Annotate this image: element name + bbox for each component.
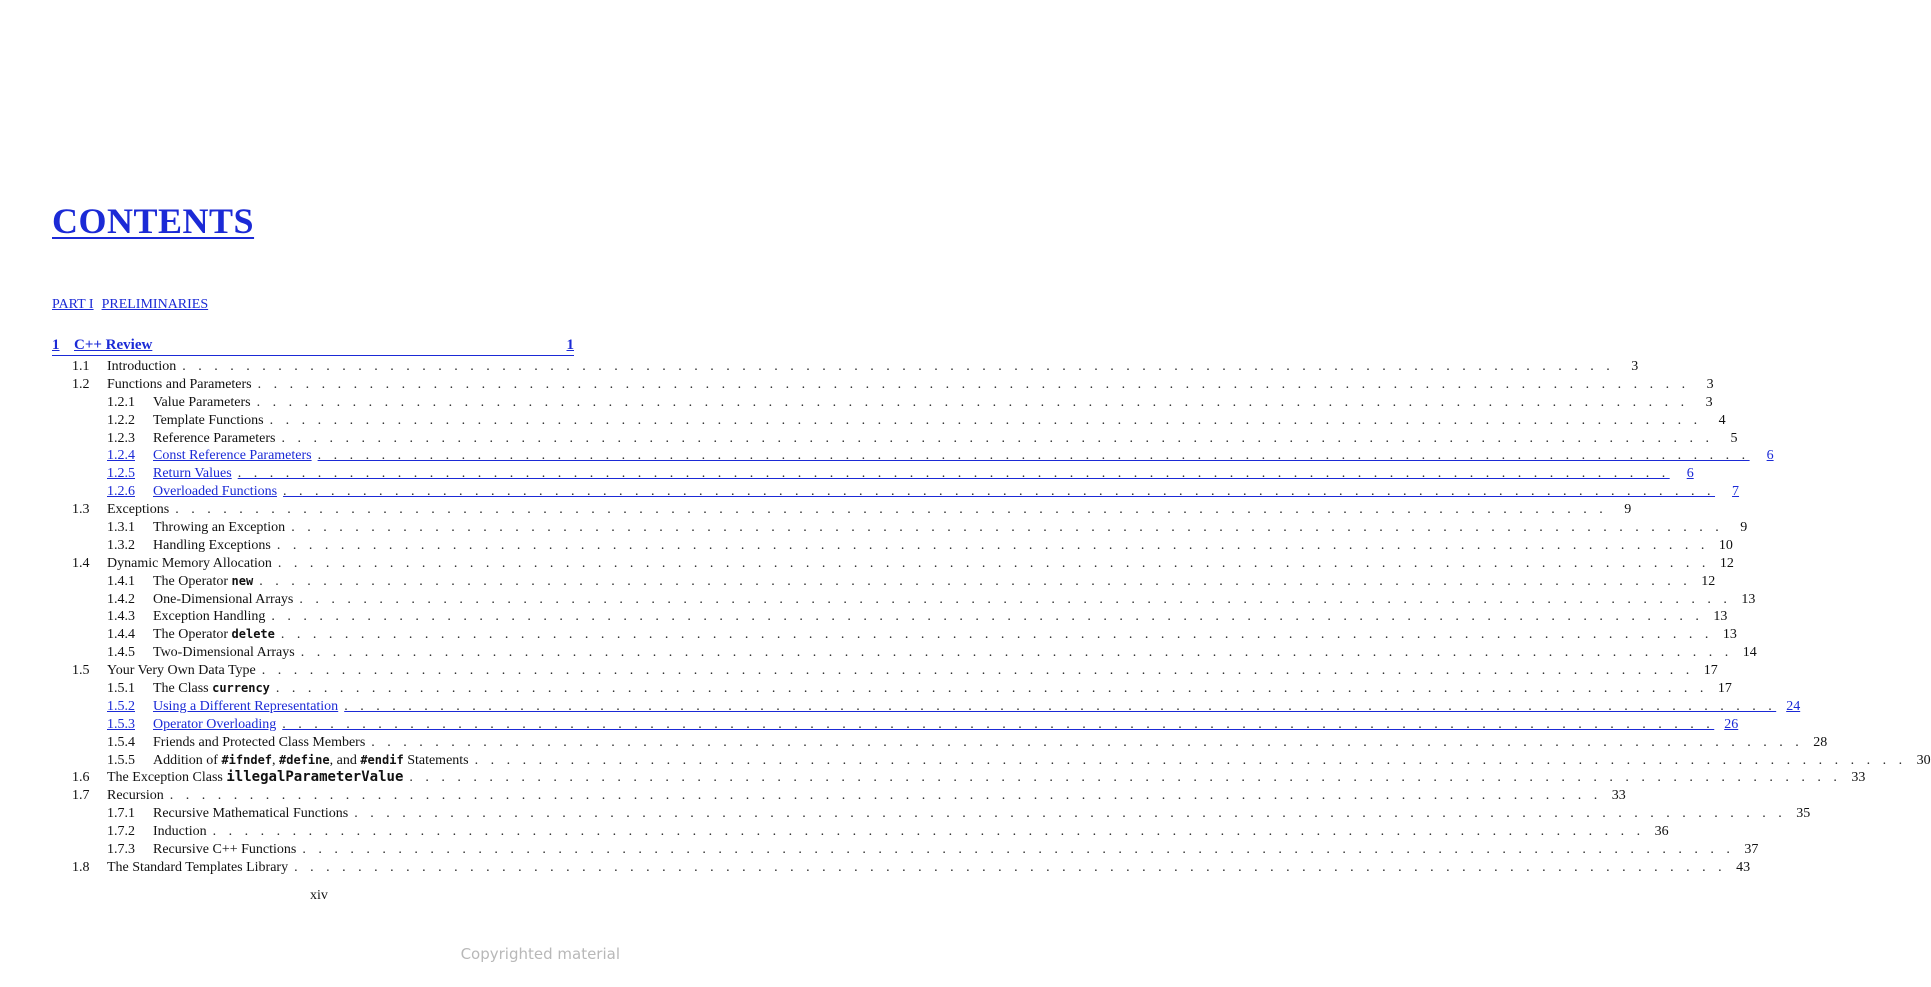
toc-entry-number: 1.2.3 — [107, 430, 135, 446]
toc-entry-text: One-Dimensional Arrays — [153, 591, 294, 607]
toc-entry-page: 5 — [1730, 430, 1738, 446]
toc-entry-page: 12 — [1719, 555, 1734, 571]
toc-entry-page: 13 — [1741, 591, 1756, 607]
dot-leader: . . . . . . . . . . . . . . . . . . . . . . . . . . . . . . . . . . . . . . . . . . . . . . . . . . . . . . . . . . . . . . . . . . . . . . . . . . . . . . . . . . . . . . . . . . — [317, 448, 1750, 464]
toc-entry-title — [153, 716, 276, 734]
toc-entry-page: 33 — [1851, 770, 1866, 786]
toc-entry-1-3 — [52, 501, 1632, 519]
toc-entry-text: Recursion — [107, 788, 164, 804]
dot-leader: . . . . . . . . . . . . . . . . . . . . . . . . . . . . . . . . . . . . . . . . . . . . . . . . . . . . . . . . . . . . . . . . . . . . . . . . . . . . . . . . . . . . . . . . . . — [256, 394, 1689, 410]
toc-entry-code: #ifndef — [221, 752, 273, 767]
toc-entry-code: currency — [212, 681, 270, 696]
toc-entry-number: 1.4.2 — [107, 591, 135, 607]
toc-entry-number: 1.2.1 — [107, 394, 135, 410]
part-number: PART I — [52, 297, 94, 312]
toc-entry-title — [153, 841, 296, 859]
toc-entry-title — [107, 662, 256, 680]
toc-entry-text: Recursive C++ Functions — [153, 842, 297, 858]
toc-entry-title — [153, 519, 285, 537]
toc-entry-text: The Exception Class — [107, 770, 227, 786]
toc-entry-number: 1.6 — [72, 770, 90, 786]
toc-entry-title — [153, 430, 275, 448]
toc-entry-page: 12 — [1701, 573, 1716, 589]
page-number: xiv — [310, 888, 328, 903]
toc-entry-text: Recursive Mathematical Functions — [153, 806, 349, 822]
toc-entry-text: Induction — [153, 824, 207, 840]
toc-entry-1-2-1 — [52, 394, 1713, 412]
toc-entry-text: Friends and Protected Class Members — [153, 734, 366, 750]
toc-entry-title — [153, 680, 270, 698]
toc-entry-number: 1.7.1 — [107, 806, 135, 822]
dot-leader: . . . . . . . . . . . . . . . . . . . . . . . . . . . . . . . . . . . . . . . . . . . . . . . . . . . . . . . . . . . . . . . . . . . . . . . . . . . . . . . . . . . . . . . . . . — [302, 842, 1735, 858]
toc-entry-title — [107, 555, 272, 573]
toc-entry-number: 1.4 — [72, 555, 90, 571]
dot-leader: . . . . . . . . . . . . . . . . . . . . . . . . . . . . . . . . . . . . . . . . . . . . . . . . . . . . . . . . . . . . . . . . . . . . . . . . . . . . . . . . . . . . . . . . . . — [212, 824, 1645, 840]
toc-entry-code: #endif — [360, 752, 404, 767]
toc-entry-number: 1.4.3 — [107, 609, 135, 625]
toc-entry-1-2 — [52, 376, 1714, 394]
toc-entry-page: 10 — [1718, 537, 1733, 553]
toc-entry-number: 1.7.2 — [107, 824, 135, 840]
toc-entry-number: 1.4.1 — [107, 573, 135, 589]
dot-leader: . . . . . . . . . . . . . . . . . . . . . . . . . . . . . . . . . . . . . . . . . . . . . . . . . . . . . . . . . . . . . . . . . . . . . . . . . . . . . . . . . . . . . . . . . . — [409, 770, 1842, 786]
toc-entry-number: 1.5.5 — [107, 752, 135, 768]
toc-entry-number: 1.3.1 — [107, 520, 135, 536]
toc-entry-1-4 — [52, 555, 1734, 573]
toc-entry-title — [153, 734, 365, 752]
toc-entry-number: 1.5.3 — [107, 716, 135, 732]
dot-leader: . . . . . . . . . . . . . . . . . . . . . . . . . . . . . . . . . . . . . . . . . . . . . . . . . . . . . . . . . . . . . . . . . . . . . . . . . . . . . . . . . . . . . . . . . . — [269, 412, 1702, 428]
dot-leader: . . . . . . . . . . . . . . . . . . . . . . . . . . . . . . . . . . . . . . . . . . . . . . . . . . . . . . . . . . . . . . . . . . . . . . . . . . . . . . . . . . . . . . . . . . — [259, 573, 1692, 589]
toc-entry-1-5 — [52, 662, 1718, 680]
toc-entry-page: 26 — [1724, 716, 1739, 732]
table-of-contents — [52, 335, 1931, 877]
toc-entry-page: 9 — [1740, 520, 1748, 536]
toc-entry-text: Template Functions — [153, 412, 264, 428]
toc-entry-1-4-1 — [52, 573, 1716, 591]
toc-entry-title — [153, 483, 277, 501]
toc-entry-number: 1.4.5 — [107, 645, 135, 661]
dot-leader: . . . . . . . . . . . . . . . . . . . . . . . . . . . . . . . . . . . . . . . . . . . . . . . . . . . . . . . . . . . . . . . . . . . . . . . . . . . . . . . . . . . . . . . . . . — [344, 698, 1777, 714]
toc-entry-page: 35 — [1796, 806, 1811, 822]
toc-entry-number: 1.5.1 — [107, 681, 135, 697]
toc-entry-code: #define — [279, 752, 330, 767]
toc-entry-page: 3 — [1631, 359, 1639, 374]
part-title: PRELIMINARIES — [101, 297, 209, 312]
toc-entry-title — [153, 394, 251, 412]
toc-entry-title — [153, 644, 295, 662]
toc-entry-1[interactable] — [52, 335, 574, 356]
toc-entry-page: 4 — [1718, 412, 1726, 428]
toc-entry-text: Addition of — [153, 752, 222, 768]
toc-entry-text: The Standard Templates Library — [107, 859, 289, 875]
toc-entry-page: 37 — [1744, 842, 1759, 858]
toc-entry-number: 1.4.4 — [107, 627, 135, 643]
toc-entry-1-4-4 — [52, 626, 1737, 644]
toc-entry-text: Overloaded Functions — [153, 484, 278, 500]
toc-entry-title — [107, 859, 288, 877]
toc-entry-title — [153, 465, 232, 483]
toc-entry-1-5-5 — [52, 752, 1931, 770]
dot-leader: . . . . . . . . . . . . . . . . . . . . . . . . . . . . . . . . . . . . . . . . . . . . . . . . . . . . . . . . . . . . . . . . . . . . . . . . . . . . . . . . . . . . . . . . . . — [283, 484, 1716, 500]
toc-entry-1-2-6[interactable] — [52, 483, 1740, 501]
dot-leader: . . . . . . . . . . . . . . . . . . . . . . . . . . . . . . . . . . . . . . . . . . . . . . . . . . . . . . . . . . . . . . . . . . . . . . . . . . . . . . . . . . . . . . . . . . — [237, 466, 1670, 482]
toc-entry-1-3-1 — [52, 519, 1748, 537]
toc-entry-page: 13 — [1713, 609, 1728, 625]
toc-entry-page: 9 — [1624, 502, 1632, 518]
toc-entry-1-5-2[interactable] — [52, 698, 1801, 716]
toc-entry-title — [153, 752, 469, 770]
toc-entry-page: 7 — [1732, 484, 1740, 500]
toc-entry-page: 24 — [1786, 698, 1801, 714]
toc-entry-1-4-3 — [52, 608, 1728, 626]
dot-leader: . . . . . . . . . . . . . . . . . . . . . . . . . . . . . . . . . . . . . . . . . . . . . . . . . . . . . . . . . . . . . . . . . . . . . . . . . . . . . . . . . . . . . . . . . . — [300, 645, 1733, 661]
toc-entry-page: 30 — [1916, 752, 1931, 768]
toc-entry-1-2-5[interactable] — [52, 465, 1694, 483]
toc-entry-number: 1.5 — [72, 663, 90, 679]
toc-entry-title — [107, 358, 176, 376]
toc-entry-1-2-4[interactable] — [52, 447, 1774, 465]
part-heading-link[interactable] — [52, 297, 208, 313]
toc-entry-text: Statements — [403, 752, 469, 768]
toc-entry-text: Reference Parameters — [153, 430, 276, 446]
toc-entry-code: delete — [231, 627, 275, 642]
toc-entry-text: The Operator — [153, 573, 232, 589]
toc-entry-text: Two-Dimensional Arrays — [153, 645, 295, 661]
toc-entry-number: 1.2.5 — [107, 466, 135, 482]
toc-entry-number: 1.8 — [72, 859, 90, 875]
toc-entry-1-7-2 — [52, 823, 1669, 841]
dot-leader: . . . . . . . . . . . . . . . . . . . . . . . . . . . . . . . . . . . . . . . . . . . . . . . . . . . . . . . . . . . . . . . . . . . . . . . . . . . . . . . . . . . . . . . . . . — [282, 716, 1715, 732]
toc-entry-1-1 — [52, 358, 1639, 376]
dot-leader: . . . . . . . . . . . . . . . . . . . . . . . . . . . . . . . . . . . . . . . . . . . . . . . . . . . . . . . . . . . . . . . . . . . . . . . . . . . . . . . . . . . . . . . . . . — [294, 859, 1727, 875]
dot-leader: . . . . . . . . . . . . . . . . . . . . . . . . . . . . . . . . . . . . . . . . . . . . . . . . . . . . . . . . . . . . . . . . . . . . . . . . . . . . . . . . . . . . . . . . . . — [182, 359, 1615, 374]
toc-entry-text: , — [272, 752, 280, 768]
toc-entry-title — [153, 805, 348, 823]
toc-entry-text: The Operator — [153, 627, 232, 643]
toc-entry-page: 3 — [1706, 376, 1714, 392]
toc-entry-text: Const Reference Parameters — [153, 448, 312, 464]
toc-entry-1-2-2 — [52, 412, 1726, 430]
toc-entry-title — [107, 787, 164, 805]
dot-leader: . . . . . . . . . . . . . . . . . . . . . . . . . . . . . . . . . . . . . . . . . . . . . . . . . . . . . . . . . . . . . . . . . . . . . . . . . . . . . . . . . . . . . . . . . . — [291, 520, 1724, 536]
dot-leader: . . . . . . . . . . . . . . . . . . . . . . . . . . . . . . . . . . . . . . . . . . . . . . . . . . . . . . . . . . . . . . . . . . . . . . . . . . . . . . . . . . . . . . . . . . — [474, 752, 1907, 768]
toc-entry-text: Using a Different Representation — [153, 698, 339, 714]
dot-leader: . . . . . . . . . . . . . . . . . . . . . . . . . . . . . . . . . . . . . . . . . . . . . . . . . . . . . . . . . . . . . . . . . . . . . . . . . . . . . . . . . . . . . . . . . . — [257, 376, 1690, 392]
toc-entry-code: new — [231, 573, 254, 588]
toc-entry-1-4-2 — [52, 591, 1756, 609]
toc-entry-1-3-2 — [52, 537, 1733, 555]
dot-leader: . . . . . . . . . . . . . . . . . . . . . . . . . . . . . . . . . . . . . . . . . . . . . . . . . . . . . . . . . . . . . . . . . . . . . . . . . . . . . . . . . . . . . . . . . . — [169, 788, 1602, 804]
dot-leader: . . . . . . . . . . . . . . . . . . . . . . . . . . . . . . . . . . . . . . . . . . . . . . . . . . . . . . . . . . . . . . . . . . . . . . . . . . . . . . . . . . . . . . . . . . — [175, 502, 1608, 518]
toc-entry-text: Introduction — [107, 359, 177, 374]
dot-leader: . . . . . . . . . . . . . . . . . . . . . . . . . . . . . . . . . . . . . . . . . . . . . . . . . . . . . . . . . . . . . . . . . . . . . . . . . . . . . . . . . . . . . . . . . . — [354, 806, 1787, 822]
toc-entry-text: The Class — [153, 681, 213, 697]
toc-entry-page: 3 — [1705, 394, 1713, 410]
toc-entry-text: Dynamic Memory Allocation — [107, 555, 272, 571]
toc-entry-page: 28 — [1813, 734, 1828, 750]
dot-leader: . . . . . . . . . . . . . . . . . . . . . . . . . . . . . . . . . . . . . . . . . . . . . . . . . . . . . . . . . . . . . . . . . . . . . . . . . . . . . . . . . . . . . . . . . . — [277, 555, 1710, 571]
toc-entry-number: 1.2.2 — [107, 412, 135, 428]
toc-entry-page: 36 — [1654, 824, 1669, 840]
toc-entry-text: Handling Exceptions — [153, 537, 271, 553]
toc-entry-title — [107, 769, 403, 787]
toc-entry-number: 1.5.2 — [107, 698, 135, 714]
toc-entry-page: 17 — [1703, 663, 1718, 679]
dot-leader: . . . . . . . . . . . . . . . . . . . . . . . . . . . . . . . . . . . . . . . . . . . . . . . . . . . . . . . . . . . . . . . . . . . . . . . . . . . . . . . . . . . . . . . . . . — [371, 734, 1804, 750]
toc-entry-page: 6 — [1686, 466, 1694, 482]
toc-entry-number: 1.5.4 — [107, 734, 135, 750]
toc-entry-code: illegalParameterValue — [226, 769, 404, 786]
dot-leader: . . . . . . . . . . . . . . . . . . . . . . . . . . . . . . . . . . . . . . . . . . . . . . . . . . . . . . . . . . . . . . . . . . . . . . . . . . . . . . . . . . . . . . . . . . — [299, 591, 1732, 607]
toc-entry-page: 43 — [1736, 859, 1751, 875]
toc-entry-text: Throwing an Exception — [153, 520, 286, 536]
toc-entry-text: Exceptions — [107, 502, 170, 518]
toc-entry-title — [74, 335, 152, 355]
toc-entry-page: 13 — [1722, 627, 1737, 643]
dot-leader: . . . . . . . . . . . . . . . . . . . . . . . . . . . . . . . . . . . . . . . . . . . . . . . . . . . . . . . . . . . . . . . . . . . . . . . . . . . . . . . . . . . . . . . . . . — [276, 537, 1709, 553]
toc-entry-1-5-1 — [52, 680, 1732, 698]
toc-entry-title — [153, 447, 312, 465]
toc-entry-number: 1.1 — [72, 359, 90, 374]
toc-entry-number: 1.2.6 — [107, 484, 135, 500]
toc-entry-title — [153, 412, 264, 430]
toc-entry-number: 1.7.3 — [107, 842, 135, 858]
toc-entry-title — [153, 537, 271, 555]
toc-entry-1-4-5 — [52, 644, 1757, 662]
dot-leader: . . . . . . . . . . . . . . . . . . . . . . . . . . . . . . . . . . . . . . . . . . . . . . . . . . . . . . . . . . . . . . . . . . . . . . . . . . . . . . . . . . . . . . . . . . — [261, 663, 1694, 679]
dot-leader: . . . . . . . . . . . . . . . . . . . . . . . . . . . . . . . . . . . . . . . . . . . . . . . . . . . . . . . . . . . . . . . . . . . . . . . . . . . . . . . . . . . . . . . . . . — [275, 681, 1708, 697]
toc-entry-text: , and — [329, 752, 361, 768]
toc-entry-title — [153, 608, 265, 626]
toc-entry-text: Return Values — [153, 466, 232, 482]
page-title: CONTENTS — [52, 201, 255, 241]
toc-entry-1-5-3[interactable] — [52, 716, 1739, 734]
toc-entry-number: 1.3.2 — [107, 537, 135, 553]
toc-entry-number: 1.7 — [72, 788, 90, 804]
toc-entry-page: 33 — [1611, 788, 1626, 804]
dot-leader: . . . . . . . . . . . . . . . . . . . . . . . . . . . . . . . . . . . . . . . . . . . . . . . . . . . . . . . . . . . . . . . . . . . . . . . . . . . . . . . . . . . . . . . . . . — [280, 627, 1713, 643]
toc-entry-1-8 — [52, 859, 1751, 877]
toc-entry-title — [153, 698, 338, 716]
toc-entry-page: 17 — [1717, 681, 1732, 697]
dot-leader: . . . . . . . . . . . . . . . . . . . . . . . . . . . . . . . . . . . . . . . . . . . . . . . . . . . . . . . . . . . . . . . . . . . . . . . . . . . . . . . . . . . . . . . . . . — [281, 430, 1714, 446]
toc-entry-title — [153, 573, 253, 591]
toc-entry-number: 1.3 — [72, 502, 90, 518]
toc-entry-page: 14 — [1742, 645, 1757, 661]
toc-entry-1-2-3 — [52, 430, 1738, 448]
toc-entry-page: 1 — [566, 337, 574, 353]
toc-entry-title — [153, 823, 207, 841]
copyright-watermark: Copyrighted material — [460, 945, 620, 963]
toc-entry-page: 6 — [1766, 448, 1774, 464]
toc-entry-title — [153, 626, 275, 644]
toc-entry-1-7-1 — [52, 805, 1811, 823]
toc-entry-title — [107, 376, 252, 394]
toc-entry-title — [153, 591, 293, 609]
toc-entry-title — [107, 501, 169, 519]
toc-entry-text: Operator Overloading — [153, 716, 277, 732]
toc-entry-text: Functions and Parameters — [107, 376, 252, 392]
toc-entry-1-7-3 — [52, 841, 1759, 859]
toc-entry-text: Exception Handling — [153, 609, 266, 625]
toc-entry-1-7 — [52, 787, 1626, 805]
dot-leader: . . . . . . . . . . . . . . . . . . . . . . . . . . . . . . . . . . . . . . . . . . . . . . . . . . . . . . . . . . . . . . . . . . . . . . . . . . . . . . . . . . . . . . . . . . — [271, 609, 1704, 625]
toc-entry-number: 1.2 — [72, 376, 90, 392]
toc-entry-text: Value Parameters — [153, 394, 251, 410]
toc-entry-text: Your Very Own Data Type — [107, 663, 256, 679]
toc-entry-text: C++ Review — [74, 337, 153, 353]
toc-entry-number: 1.2.4 — [107, 448, 135, 464]
toc-entry-1-6 — [52, 769, 1866, 787]
toc-entry-1-5-4 — [52, 734, 1828, 752]
toc-entry-number: 1 — [52, 337, 60, 353]
